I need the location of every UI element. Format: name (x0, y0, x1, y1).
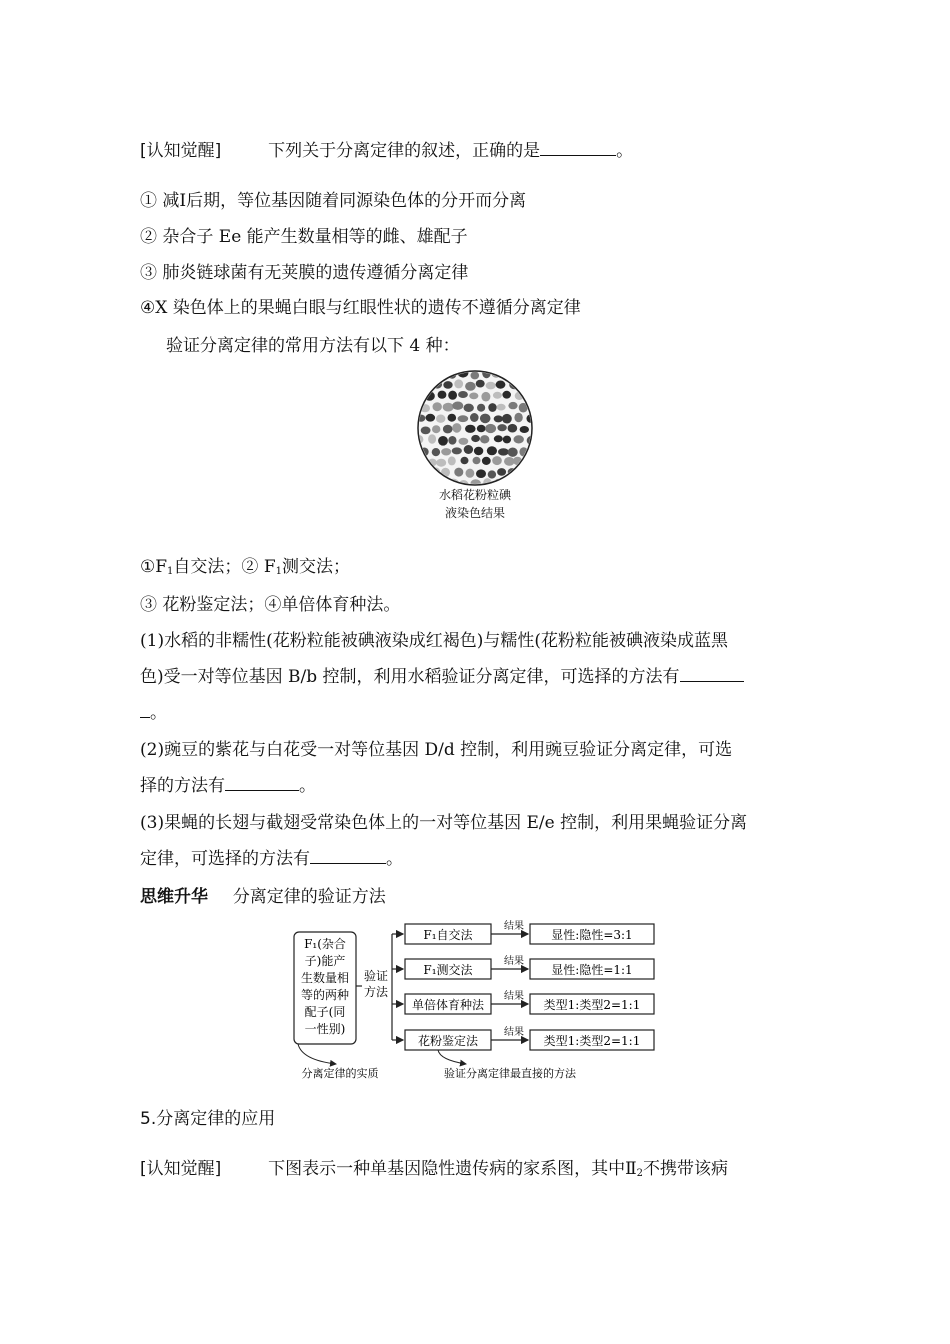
pollen-grain (508, 402, 517, 409)
sub-q2-line1: (2)豌豆的紫花与白花受一对等位基因 D/d 控制，利用豌豆验证分离定律，可选 (140, 740, 733, 760)
pollen-grain (488, 403, 496, 412)
q1-stem (140, 140, 633, 162)
pollen-grain (448, 391, 457, 400)
sub-q2-end: 。 (299, 776, 316, 796)
pollen-grain (514, 413, 522, 423)
q1-tag: [认知觉醒] (140, 141, 222, 161)
pollen-grain (487, 446, 497, 455)
pollen-grain (497, 424, 506, 431)
pollen-grain (452, 423, 461, 433)
pollen-grain (419, 379, 428, 388)
pollen-grain (426, 414, 436, 422)
pollen-grain (448, 456, 456, 465)
pollen-grain (494, 415, 503, 422)
pollen-grain (480, 414, 491, 424)
pollen-stain-figure (412, 368, 542, 488)
pollen-grain (519, 468, 529, 475)
pollen-grain (458, 415, 469, 422)
pollen-grain (443, 403, 454, 412)
pollen-grain (454, 379, 463, 388)
pollen-grain (443, 381, 452, 389)
pollen-grain (465, 382, 476, 391)
verify-label-1: 验证 (363, 969, 389, 983)
sub-q3-answer-blank[interactable] (310, 849, 386, 864)
sub-q1-answer-blank-cont[interactable] (140, 703, 150, 718)
q2-tag: [认知觉醒] (140, 1159, 222, 1179)
sub-q1-end: 。 (150, 703, 167, 723)
pollen-grain (432, 425, 440, 433)
sub-q3-line2 (140, 848, 403, 870)
q2-text-b: 不携带该病 (643, 1159, 729, 1179)
result-testcross: 显性:隐性=1:1 (551, 963, 633, 977)
method-haploid: 单倍体育种法 (411, 998, 485, 1012)
thinking-label: 思维升华 (140, 887, 208, 907)
method-selfing: F₁自交法 (423, 928, 473, 942)
methods-text-b: 自交法；② F (173, 557, 276, 577)
pollen-grain (454, 468, 463, 477)
pollen-grain (421, 427, 431, 435)
methods-sub-1: 1 (167, 566, 174, 577)
section-5-title: 5.分离定律的应用 (140, 1109, 276, 1129)
pollen-grain (494, 435, 503, 442)
methods-text-c: 测交法； (282, 557, 350, 577)
pollen-grain (458, 391, 468, 398)
intro-text: 验证分离定律的常用方法有以下 4 种： (166, 336, 460, 356)
pollen-grain (448, 436, 456, 445)
pollen-grain (476, 469, 486, 478)
pollen-grain (464, 445, 473, 454)
pollen-grain (498, 448, 509, 455)
pollen-grain (504, 457, 515, 466)
pollen-grain (529, 468, 539, 476)
pollen-grain (428, 434, 436, 443)
result-selfing: 显性:隐性=3:1 (551, 928, 633, 942)
sub-q2-line2 (140, 775, 316, 797)
pollen-grain (471, 371, 480, 379)
q2-stem (140, 1158, 728, 1185)
q1-question: 下列关于分离定律的叙述，正确的是 (268, 141, 541, 161)
pollen-grain (443, 425, 453, 434)
pollen-grain (420, 469, 429, 478)
sub-q1-line2 (140, 666, 744, 688)
verification-flow-diagram (288, 918, 668, 1088)
pollen-grain (466, 469, 475, 478)
pollen-grain (471, 435, 480, 442)
pollen-grain (502, 414, 512, 424)
sub-q3-end: 。 (386, 849, 403, 869)
result-label-3: 结果 (504, 991, 524, 1002)
pollen-grain (508, 424, 518, 433)
figure-caption-line2: 液染色结果 (444, 506, 505, 520)
left-box-line-5: 配子(同 (304, 1005, 346, 1019)
pollen-grain (492, 456, 502, 465)
sub-q1-answer-blank[interactable] (680, 667, 744, 682)
pollen-grain (516, 370, 525, 379)
result-label-4: 结果 (504, 1027, 524, 1038)
pollen-grain (514, 435, 524, 443)
pollen-grain (436, 459, 446, 467)
pollen-grain (438, 391, 447, 399)
pollen-grain (477, 404, 485, 412)
pollen-grain (465, 425, 476, 433)
pollen-grain (496, 381, 506, 389)
sub-q3-text: 定律，可选择的方法有 (140, 849, 310, 869)
result-pollen: 类型1:类型2=1:1 (543, 1034, 641, 1048)
pollen-grain (461, 457, 469, 464)
pollen-grain (415, 394, 424, 401)
q2-text-a: 下图表示一种单基因隐性遗传病的家系图，其中Ⅱ (268, 1159, 637, 1179)
pollen-grain (441, 448, 451, 455)
pollen-grain (529, 381, 539, 390)
pollen-grain (452, 402, 463, 410)
figure-caption (420, 486, 530, 522)
pollen-grain (530, 447, 540, 454)
pollen-grain (433, 402, 442, 411)
method-testcross: F₁测交法 (423, 963, 473, 977)
note-essence: 分离定律的实质 (301, 1067, 379, 1080)
pollen-grain (525, 458, 536, 467)
pollen-grain (530, 404, 539, 412)
pollen-grain (503, 436, 511, 444)
pollen-grain (481, 392, 490, 402)
sub-q2-answer-blank[interactable] (225, 776, 299, 791)
left-box-line-1: F₁(杂合 (304, 937, 346, 951)
sub-q1-line1: (1)水稻的非糯性(花粉粒能被碘液染成红褐色)与糯性(花粉粒能被碘液染成蓝黑 (140, 631, 728, 651)
q1-answer-blank[interactable] (540, 141, 616, 156)
pollen-grain (497, 404, 506, 411)
pollen-grain (459, 438, 469, 445)
verify-label-2: 方法 (363, 985, 389, 999)
q1-question-end: 。 (616, 141, 634, 161)
pollen-grain (438, 436, 448, 446)
methods-sub-2: 1 (275, 566, 282, 577)
pollen-grain (493, 392, 502, 399)
pollen-grain (482, 457, 491, 465)
note-most-direct: 验证分离定律最直接的方法 (444, 1067, 576, 1080)
pollen-grain (473, 457, 481, 464)
q1-option-3: ③ 肺炎链球菌有无荚膜的遗传遵循分离定律 (140, 263, 469, 283)
thinking-title: 分离定律的验证方法 (232, 887, 386, 907)
q1-option-4: ④X 染色体上的果蝇白眼与红眼性状的遗传不遵循分离定律 (140, 298, 581, 318)
pollen-grain (488, 470, 496, 478)
pollen-grain (452, 447, 462, 454)
sub-q2-text: 择的方法有 (140, 776, 225, 796)
pollen-grain (464, 404, 474, 412)
pollen-grain (486, 382, 496, 390)
pollen-grain (497, 468, 506, 476)
thinking-heading (140, 886, 386, 908)
pollen-grain (504, 369, 512, 379)
method-pollen: 花粉鉴定法 (417, 1034, 479, 1048)
pollen-grain (436, 415, 445, 423)
pollen-grain (416, 370, 424, 378)
pollen-grain (415, 457, 425, 465)
pollen-grain (469, 393, 478, 400)
pollen-grain (436, 371, 446, 378)
pollen-grain (432, 448, 440, 456)
figure-caption-line1: 水稻花粉粒碘 (438, 488, 511, 502)
sub-q3-line1: (3)果蝇的长翅与截翅受常染色体上的一对等位基因 E/e 控制，利用果蝇验证分离 (140, 813, 748, 833)
q2-sub: 2 (636, 1168, 644, 1179)
methods-text-a: ①F (140, 557, 168, 577)
left-box-line-6: 一性别) (304, 1022, 346, 1036)
pollen-grain (448, 414, 457, 422)
pollen-grain (485, 424, 496, 433)
sub-q1-line3 (140, 702, 167, 724)
pollen-grain (526, 391, 534, 400)
pollen-grain (480, 435, 489, 443)
pollen-grain (508, 448, 518, 457)
pollen-grain (518, 382, 529, 390)
result-label-2: 结果 (504, 956, 524, 967)
pollen-grain (470, 413, 479, 422)
pollen-grain (476, 380, 485, 388)
pollen-grain (477, 425, 486, 433)
pollen-grain (426, 368, 437, 377)
pollen-grain (527, 371, 535, 378)
result-haploid: 类型1:类型2=1:1 (543, 998, 641, 1012)
left-box-line-4: 等的两种 (300, 988, 350, 1002)
methods-line-1 (140, 556, 350, 583)
pollen-grain (502, 391, 511, 399)
pollen-grain (520, 426, 529, 433)
left-box-line-3: 生数量相 (300, 971, 350, 985)
result-label-1: 结果 (504, 921, 524, 932)
q1-option-1: ① 减Ⅰ后期，等位基因随着同源染色体的分开而分离 (140, 191, 527, 211)
left-box-line-2: 子)能产 (304, 954, 346, 968)
q1-option-2: ② 杂合子 Ee 能产生数量相等的雌、雄配子 (140, 227, 468, 247)
pollen-grain (474, 447, 483, 455)
sub-q1-text: 色)受一对等位基因 B/b 控制，利用水稻验证分离定律，可选择的方法有 (140, 667, 680, 687)
methods-line-2: ③ 花粉鉴定法；④单倍体育种法。 (140, 595, 401, 615)
